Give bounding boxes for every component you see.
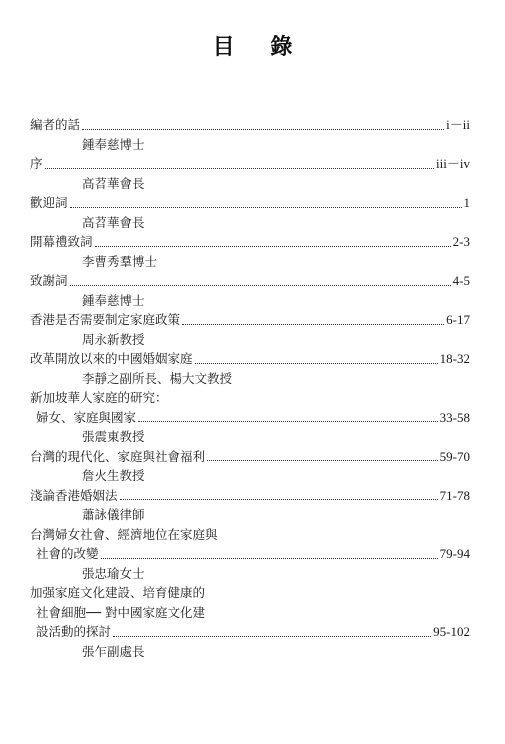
page-number: 6-17 xyxy=(446,312,470,327)
entry-title-row xyxy=(30,447,470,467)
entry-title-row xyxy=(30,154,470,174)
entry-author: 鍾奉慈博士 xyxy=(82,292,145,308)
entry-title-row xyxy=(30,544,470,564)
entry-title: 開幕禮致詞 xyxy=(30,234,93,249)
dot-leader xyxy=(70,206,462,208)
toc-entry xyxy=(30,447,470,486)
entry-title: 改革開放以來的中國婚姻家庭 xyxy=(30,351,193,366)
entry-title: 設活動的探討 xyxy=(36,624,112,639)
page-title: 目 錄 xyxy=(212,35,307,60)
entry-title-row xyxy=(30,622,470,642)
entry-author: 詹火生教授 xyxy=(82,468,145,483)
dot-leader xyxy=(95,245,451,247)
entry-author: 鍾奉慈博士 xyxy=(82,136,145,152)
entry-title: 淺論香港婚姻法 xyxy=(30,487,118,503)
dot-leader xyxy=(113,635,431,637)
entry-title-line: 台灣婦女社會、經濟地位在家庭與 xyxy=(30,526,218,542)
toc-entry xyxy=(30,232,470,271)
entry-author: 張乍副處長 xyxy=(82,643,145,659)
entry-author: 蕭詠儀律師 xyxy=(82,507,145,522)
toc-entry xyxy=(30,388,470,447)
dot-leader xyxy=(182,323,444,325)
entry-author: 李曹秀羣博士 xyxy=(82,253,158,269)
entry-title-row xyxy=(30,486,470,506)
entry-author: 周永新教授 xyxy=(82,331,145,347)
entry-author: 高苕華會長 xyxy=(82,214,145,230)
page-number: i－ii xyxy=(446,117,470,132)
toc-entry xyxy=(30,115,470,154)
entry-title: 致謝詞 xyxy=(30,273,68,288)
toc-entry xyxy=(30,310,470,349)
entry-title: 香港是否需要制定家庭政策 xyxy=(30,312,181,327)
page-number: 59-70 xyxy=(439,448,470,464)
entry-title: 編者的話 xyxy=(30,117,81,132)
entry-title-row xyxy=(30,408,470,428)
dot-leader xyxy=(120,498,438,500)
dot-leader xyxy=(195,362,438,364)
dot-leader xyxy=(101,557,438,559)
toc-entry xyxy=(30,583,470,661)
entry-title-row xyxy=(30,310,470,330)
page-number: 95-102 xyxy=(433,624,470,639)
entry-author: 李靜之副所長、楊大文教授 xyxy=(82,370,233,386)
dot-leader xyxy=(138,420,438,422)
page-number: 4-5 xyxy=(452,273,470,288)
entry-title-row xyxy=(30,232,470,252)
entry-title-row xyxy=(30,115,470,135)
page-number: 18-32 xyxy=(439,351,470,366)
page-number: 33-58 xyxy=(439,409,470,425)
dot-leader xyxy=(45,167,435,169)
entry-title: 歡迎詞 xyxy=(30,195,68,210)
toc-entry xyxy=(30,271,470,310)
entry-title: 婦女、家庭與國家 xyxy=(36,409,137,425)
entry-title-row xyxy=(30,349,470,369)
entry-author: 張忠瑜女士 xyxy=(82,565,145,581)
page-number: 71-78 xyxy=(439,487,470,503)
toc-entry xyxy=(30,525,470,584)
toc-entry xyxy=(30,349,470,388)
toc-entry xyxy=(30,154,470,193)
page-number: 2-3 xyxy=(452,234,470,249)
entry-title-line: 新加坡華人家庭的研究： xyxy=(30,390,168,405)
table-of-contents xyxy=(30,115,470,661)
entry-title-row xyxy=(30,271,470,291)
entry-author: 張震東教授 xyxy=(82,429,145,444)
page-number: 79-94 xyxy=(439,546,470,561)
entry-title: 社會的改變 xyxy=(36,546,99,561)
page-number: iii－iv xyxy=(436,156,470,171)
entry-author: 高苕華會長 xyxy=(82,175,145,191)
toc-entry xyxy=(30,193,470,232)
entry-title-row xyxy=(30,193,470,213)
dot-leader xyxy=(82,128,444,130)
dot-leader xyxy=(207,459,438,461)
entry-title: 序 xyxy=(30,156,43,171)
toc-entry xyxy=(30,486,470,525)
dot-leader xyxy=(70,284,451,286)
entry-title-line: 加强家庭文化建設、培育健康的 xyxy=(30,585,206,600)
entry-title: 台灣的現代化、家庭與社會福利 xyxy=(30,448,206,464)
entry-title-line: 社會細胞── 對中國家庭文化建 xyxy=(36,604,206,620)
page-number: 1 xyxy=(463,195,470,210)
